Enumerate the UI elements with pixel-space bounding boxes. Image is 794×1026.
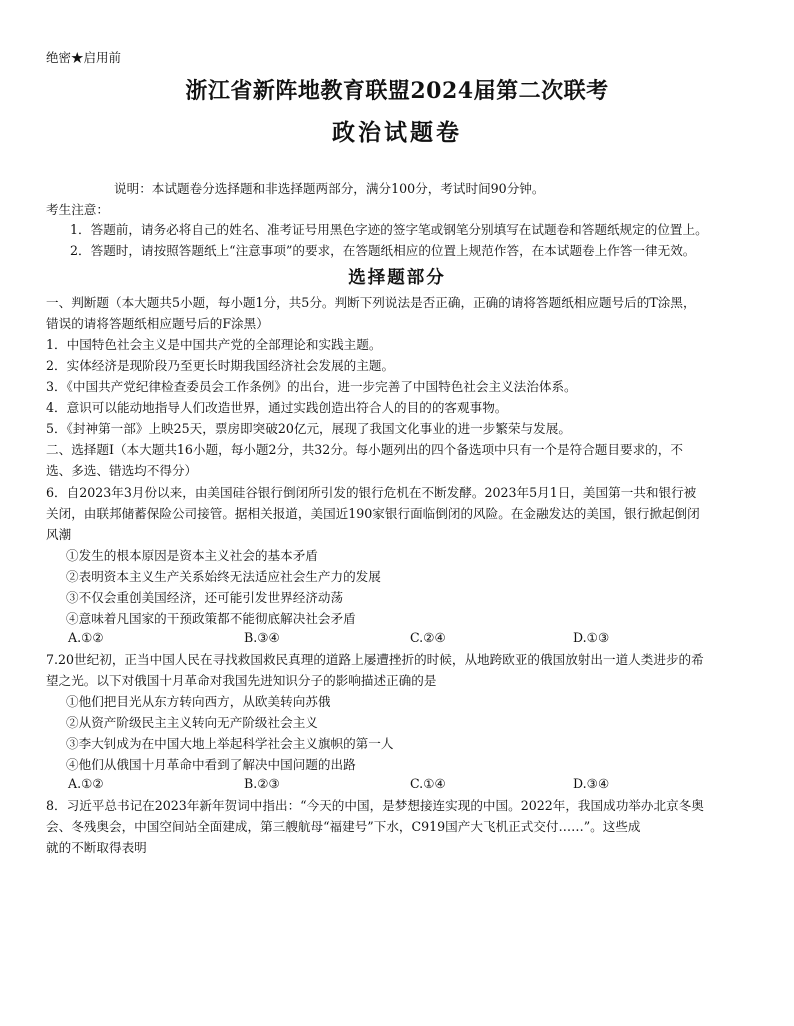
q8-stem: 就的不断取得表明 <box>46 840 147 855</box>
exam-title: 浙江省新阵地教育联盟2024届第二次联考 <box>185 78 609 104</box>
q6-stem: 6．自2023年3月份以来，由美国硅谷银行倒闭所引发的银行危机在不断发酵。2023年5月1日，美国第一共和银行被 <box>46 485 697 500</box>
q6-option-c: C.②④ <box>410 630 446 645</box>
judgement-question: 1．中国特色社会主义是中国共产党的全部理论和实践主题。 <box>46 337 382 352</box>
q7-option-c: C.①④ <box>410 776 446 791</box>
judgement-question: 4．意识可以能动地指导人们改造世界，通过实践创造出符合人的目的的客观事物。 <box>46 400 508 415</box>
q7-option-a: A.①② <box>68 776 104 791</box>
instructions-heading: 考生注意： <box>46 202 109 217</box>
subject-title: 政治试题卷 <box>332 119 462 146</box>
q7-stem: 7.20世纪初，正当中国人民在寻找救国救民真理的道路上屡遭挫折的时候，从地跨欧亚的俄国放射出一道人类进步的希 <box>46 652 704 667</box>
judgement-question: 2．实体经济是现阶段乃至更长时期我国经济社会发展的主题。 <box>46 358 395 373</box>
instruction-item: 1．答题前，请务必将自己的姓名、准考证号用黑色字迹的签字笔或钢笔分别填写在试题卷和答题纸规定的位置上。 <box>70 222 708 237</box>
q6-option-a: A.①② <box>68 630 104 645</box>
q8-stem: 8．习近平总书记在2023年新年贺词中指出：“今天的中国，是梦想接连实现的中国。2022年，我国成功举办北京冬奥 <box>46 798 704 813</box>
q6-item: ③不仅会重创美国经济，还可能引发世界经济动荡 <box>66 590 344 605</box>
q6-stem: 风潮 <box>46 527 72 542</box>
q7-option-b: B.②③ <box>244 776 280 791</box>
part1-intro: 一、判断题（本大题共5小题，每小题1分，共5分。判断下列说法是否正确，正确的请将答题纸相应题号后的T涂黑， <box>46 295 696 310</box>
q8-stem: 会、冬残奥会，中国空间站全面建成，第三艘航母“福建号”下水，C919国产大飞机正式交付……”。这些成 <box>46 819 641 834</box>
section-title: 选择题部分 <box>348 268 446 288</box>
instruction-item: 2．答题时，请按照答题纸上“注意事项”的要求，在答题纸相应的位置上规范作答，在本试题卷上作答一律无效。 <box>70 243 696 258</box>
q6-item: ④意味着凡国家的干预政策都不能彻底解决社会矛盾 <box>66 611 356 626</box>
q7-stem: 望之光。以下对俄国十月革命对我国先进知识分子的影响描述正确的是 <box>46 673 437 688</box>
q6-item: ①发生的根本原因是资本主义社会的基本矛盾 <box>66 548 318 563</box>
q6-option-b: B.③④ <box>244 630 280 645</box>
q7-item: ④他们从俄国十月革命中看到了解决中国问题的出路 <box>66 757 356 772</box>
q6-option-d: D.①③ <box>573 630 610 645</box>
q7-item: ③李大钊成为在中国大地上举起科学社会主义旗帜的第一人 <box>66 736 394 751</box>
q7-option-d: D.③④ <box>573 776 610 791</box>
q6-stem: 关闭，由联邦储蓄保险公司接管。据相关报道，美国近190家银行面临倒闭的风险。在金融发达的美国，银行掀起倒闭 <box>46 506 700 521</box>
judgement-question: 5．《封神第一部》上映25天，票房即突破20亿元，展现了我国文化事业的进一步繁荣与发展。 <box>46 421 571 436</box>
part2-intro: 选、多选、错选均不得分） <box>46 463 198 478</box>
part1-intro: 错误的请将答题纸相应题号后的F涂黑） <box>46 316 269 331</box>
part2-intro: 二、选择题Ⅰ（本大题共16小题，每小题2分，共32分。每小题列出的四个备选项中只有一个是符合题目要求的，不 <box>46 442 683 457</box>
q6-options <box>68 630 628 646</box>
secret-note: 绝密★启用前 <box>46 50 122 65</box>
instructions-intro: 说明：本试题卷分选择题和非选择题两部分，满分100分，考试时间90分钟。 <box>114 181 545 196</box>
q7-options <box>68 776 628 792</box>
q7-item: ②从资产阶级民主主义转向无产阶级社会主义 <box>66 715 318 730</box>
judgement-question: 3．《中国共产党纪律检查委员会工作条例》的出台，进一步完善了中国特色社会主义法治体系。 <box>46 379 577 394</box>
q6-item: ②表明资本主义生产关系始终无法适应社会生产力的发展 <box>66 569 381 584</box>
q7-item: ①他们把目光从东方转向西方，从欧美转向苏俄 <box>66 694 331 709</box>
